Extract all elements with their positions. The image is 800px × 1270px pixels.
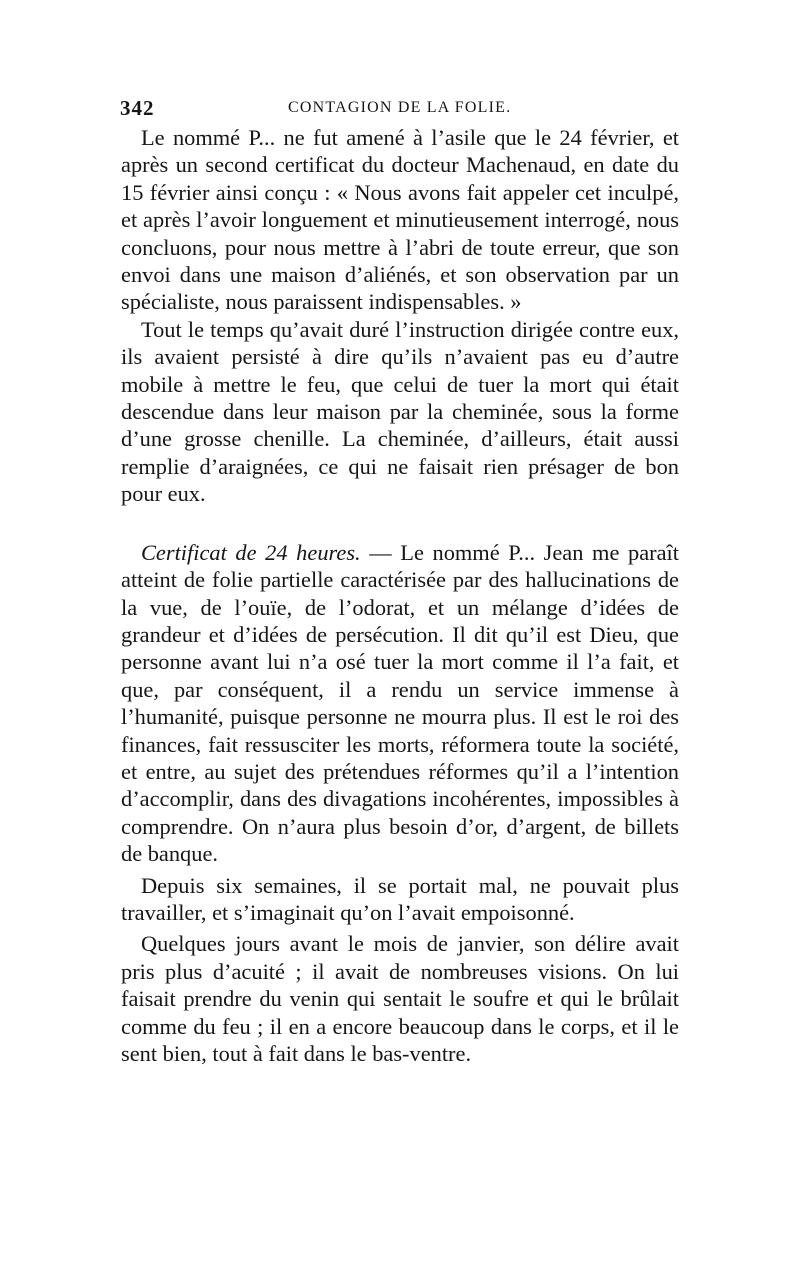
page-header [120,96,678,120]
running-title: CONTAGION DE LA FOLIE. [288,99,512,116]
page-number: 342 [120,96,155,120]
body-text [121,124,679,1067]
paragraph-3 [121,539,679,868]
paragraph-2: Tout le temps qu’avait duré l’instruction dirigée contre eux, ils avaient persisté à dire qu’ils n’avaient pas eu d’autre mobile à mettre le feu, que celui de tuer la mort qui était descendue dans leur maison par la cheminée, sous la forme d’une grosse chenille. La cheminée, d’ailleurs, était aussi remplie d’araignées, ce qui ne faisait rien présager de bon pour eux. [121,316,679,507]
paragraph-4: Depuis six semaines, il se portait mal, ne pouvait plus travailler, et s’imaginait qu’on l’avait empoisonné. [121,872,679,925]
paragraph-5: Quelques jours avant le mois de janvier, son délire avait pris plus d’acuité ; il avait de nombreuses visions. On lui faisait prendre du venin qui sentait le soufre et qui le brûlait comme du feu ; il en a encore beaucoup dans le corps, et il le sent bien, tout à fait dans le bas-ventre. [121,931,679,1066]
paragraph-1: Le nommé P... ne fut amené à l’asile que le 24 février, et après un second certificat du docteur Machenaud, en date du 15 février ainsi conçu : « Nous avons fait appeler cet inculpé, et après l’avoir longuement et minutieusement interrogé, nous concluons, pour nous mettre à l’abri de toute erreur, que son envoi dans une maison d’aliénés, et son observation par un spécialiste, nous paraissent indispensables. » [121,125,679,315]
certificate-title: Certificat de 24 heures. [141,539,361,565]
section-gap [121,508,679,539]
paragraph-3-text: — Le nommé P... Jean me paraît atteint de folie partielle caractérisée par des hallucinations de la vue, de l’ouïe, de l’odorat, et un mélange d’idées de grandeur et d’idées de persécution. Il dit qu’il est Dieu, que personne avant lui n’a osé tuer la mort comme il l’a fait, et que, par conséquent, il a rendu un service immense à l’humanité, puisque personne ne mourra plus. Il est le roi des finances, fait ressusciter les morts, réformera toute la société, et entre, au sujet des prétendues réformes qu’il a l’intention d’accomplir, dans des divagations incohérentes, impossibles à comprendre. On n’aura plus besoin d’or, d’argent, de billets de banque. [121,539,679,867]
